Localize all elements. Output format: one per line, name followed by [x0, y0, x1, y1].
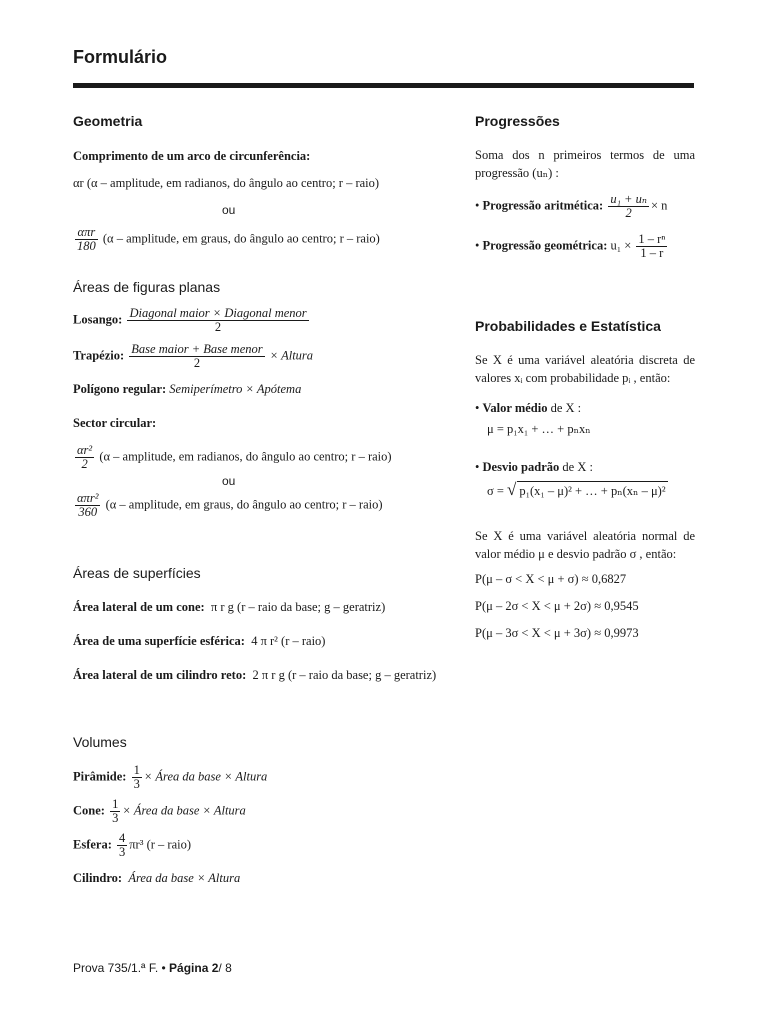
superficies-heading: Áreas de superfícies — [73, 565, 201, 581]
progressoes-heading: Progressões — [475, 113, 560, 129]
valor-medio-formula: μ = p₁x₁ + … + pₙxₙ — [487, 422, 591, 436]
sector-radians-formula: $\frac{\text{αr²}}{2}$ (α – amplitude, em radianos, do ângulo ao centro; r – raio) — [77, 443, 392, 472]
header-rule — [73, 83, 694, 88]
areas-planas-heading: Áreas de figuras planas — [73, 279, 221, 295]
probabilidades-heading: Probabilidades e Estatística — [475, 318, 661, 334]
desvio-padrao-label: • Desvio padrão de X : — [475, 460, 593, 474]
trapezio-formula: Trapézio: $\frac{\text{Base maior + Base menor}}{2}$ × Altura — [73, 342, 314, 371]
sector-label: Sector circular: — [73, 416, 157, 430]
progressoes-intro: Soma dos n primeiros termos de uma progressão (uₙ) : — [475, 148, 695, 180]
page-footer: Prova 735/1.ª F. • Página 2/ 8 — [73, 961, 232, 975]
piramide-volume-formula: Pirâmide: $\frac{1}{3}$ × Área da base × Altura — [73, 763, 268, 792]
cone-volume-formula: Cone: $\frac{1}{3}$ × Área da base × Altura — [73, 797, 246, 826]
arc-degrees-formula: $\frac{\text{απr}}{180}$ (α – amplitude, em graus, do ângulo ao centro; r – raio) — [77, 225, 380, 254]
losango-formula: Losango: $\frac{\text{Diagonal maior × Diagonal menor}}{2}$ — [73, 306, 307, 335]
normal-prob-2: P(μ – 2σ < X < μ + 2σ) ≈ 0,9545 — [475, 599, 639, 613]
normal-prob-1: P(μ – σ < X < μ + σ) ≈ 0,6827 — [475, 572, 627, 586]
arc-radians-formula: αr (α – amplitude, em radianos, do ângulo ao centro; r – raio) — [73, 176, 380, 190]
cilindro-area-formula: Área lateral de um cilindro reto: 2 π r g (r – raio da base; g – geratriz) — [73, 668, 437, 682]
or-separator: ou — [222, 474, 236, 488]
page-title: Formulário — [73, 47, 168, 67]
normal-prob-3: P(μ – 3σ < X < μ + 3σ) ≈ 0,9973 — [475, 626, 639, 640]
cilindro-volume-formula: Cilindro: Área da base × Altura — [73, 871, 241, 885]
esfera-volume-formula: Esfera: $\frac{4}{3}$ πr³ (r – raio) — [73, 831, 192, 860]
progressao-aritmetica-formula: • Progressão aritmética: $\frac{\text{u₁ + uₙ}}{2}$ × n — [475, 192, 668, 221]
poligono-formula: Polígono regular: Semiperímetro × Apótema — [73, 382, 302, 396]
sector-degrees-formula: $\frac{\text{απr²}}{360}$ (α – amplitude, em graus, do ângulo ao centro; r – raio) — [77, 491, 383, 520]
desvio-padrao-formula: σ = √ p₁(x₁ – μ)² + … + pₙ(xₙ – μ)² — [487, 480, 666, 499]
volumes-heading: Volumes — [73, 734, 127, 750]
progressao-geometrica-formula: • Progressão geométrica: u₁ × $\frac{\text{1 – rⁿ}}{1 - r}$ — [475, 232, 666, 261]
geometry-heading: Geometria — [73, 113, 143, 129]
esfera-area-formula: Área de uma superfície esférica: 4 π r² (r – raio) — [73, 634, 326, 648]
arc-title: Comprimento de um arco de circunferência: — [73, 149, 311, 163]
cone-area-formula: Área lateral de um cone: π r g (r – raio da base; g – geratriz) — [73, 600, 386, 614]
normal-intro: Se X é uma variável aleatória normal de valor médio μ e desvio padrão σ , então: — [475, 529, 695, 561]
probabilidades-intro: Se X é uma variável aleatória discreta de valores xᵢ com probabilidade pᵢ , então: — [475, 353, 695, 385]
valor-medio-label: • Valor médio de X : — [475, 401, 582, 415]
or-separator: ou — [222, 203, 236, 217]
